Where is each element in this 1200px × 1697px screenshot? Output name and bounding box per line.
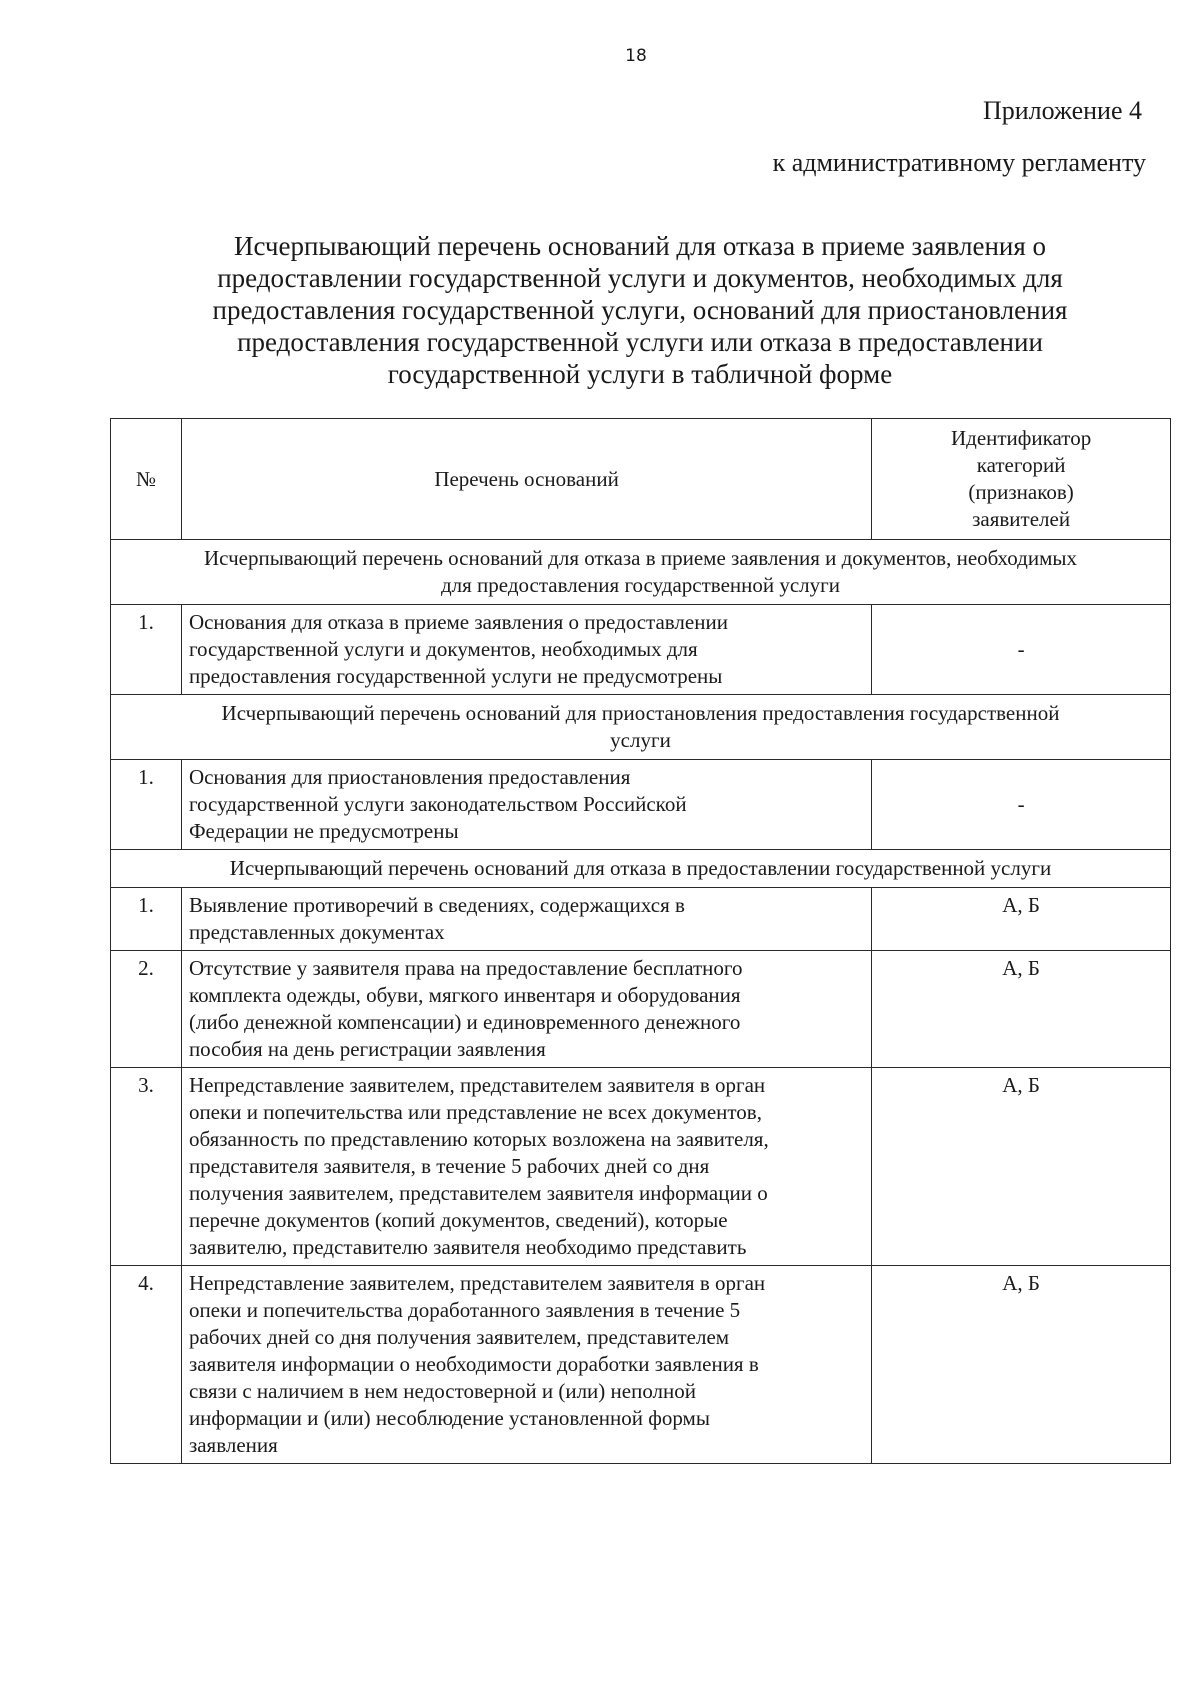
reason-line: опеки и попечительства или представление не всех документов, [188, 1100, 762, 1124]
table-header-row [111, 419, 1171, 540]
reason-line: представленных документах [188, 920, 445, 944]
section-title [111, 850, 1171, 888]
table-row [111, 605, 1171, 695]
title-line: предоставлении государственной услуги и документов, необходимых для [217, 263, 1063, 293]
reason-line: Основания для отказа в приеме заявления о предоставлении [188, 610, 728, 634]
section-title-line: Исчерпывающий перечень оснований для отказа в приеме заявления и документов, необходимых [204, 546, 1077, 570]
row-identifier: А, Б [872, 951, 1171, 1068]
reason-line: связи с наличием в нем недостоверной и (или) неполной [188, 1379, 697, 1403]
document-title [110, 230, 1170, 390]
table-row [111, 1068, 1171, 1266]
reason-line: предоставления государственной услуги не предусмотрены [188, 664, 723, 688]
row-reason [181, 1266, 871, 1464]
row-identifier: А, Б [872, 1266, 1171, 1464]
row-number: 1. [111, 605, 182, 695]
row-number: 4. [111, 1266, 182, 1464]
row-identifier: А, Б [872, 888, 1171, 951]
reason-line: заявления [188, 1433, 278, 1457]
header-identifier [872, 419, 1171, 540]
header-identifier-line: Идентификатор [950, 426, 1092, 450]
reason-line: перечне документов (копий документов, сведений), которые [188, 1208, 728, 1232]
reason-line: Непредставление заявителем, представителем заявителя в орган [188, 1073, 766, 1097]
row-number: 2. [111, 951, 182, 1068]
section-row-suspension [111, 695, 1171, 760]
row-reason [181, 1068, 871, 1266]
reason-line: заявителя информации о необходимости доработки заявления в [188, 1352, 759, 1376]
table-row [111, 951, 1171, 1068]
title-line: предоставления государственной услуги или отказа в предоставлении [237, 327, 1043, 357]
reason-line: Отсутствие у заявителя права на предоставление бесплатного [188, 956, 743, 980]
page-number: 18 [625, 46, 647, 66]
section-title-line: услуги [610, 728, 671, 752]
reason-line: Федерации не предусмотрены [188, 819, 459, 843]
reason-line: Основания для приостановления предоставления [188, 765, 631, 789]
row-reason [181, 760, 871, 850]
reason-line: информации и (или) несоблюдение установленной формы [188, 1406, 710, 1430]
grounds-table [110, 418, 1171, 1464]
row-number: 1. [111, 760, 182, 850]
header-identifier-line: категорий [976, 453, 1066, 477]
appendix-label: Приложение 4 [982, 96, 1142, 125]
row-identifier: А, Б [872, 1068, 1171, 1266]
row-reason [181, 888, 871, 951]
reason-line: комплекта одежды, обуви, мягкого инвентаря и оборудования [188, 983, 741, 1007]
reason-line: получения заявителем, представителем заявителя информации о [188, 1181, 768, 1205]
reason-line: заявителю, представителю заявителя необходимо представить [188, 1235, 747, 1259]
section-title [111, 540, 1171, 605]
reason-line: представителя заявителя, в течение 5 рабочих дней со дня [188, 1154, 710, 1178]
header-identifier-line: (признаков) [968, 480, 1074, 504]
row-identifier: - [872, 605, 1171, 695]
title-line: Исчерпывающий перечень оснований для отказа в приеме заявления о [233, 231, 1047, 261]
table-row [111, 888, 1171, 951]
section-title-line: Исчерпывающий перечень оснований для приостановления предоставления государственной [221, 701, 1060, 725]
reason-line: государственной услуги и документов, необходимых для [188, 637, 698, 661]
section-title [111, 695, 1171, 760]
row-number: 1. [111, 888, 182, 951]
reason-line: рабочих дней со дня получения заявителем, представителем [188, 1325, 730, 1349]
reason-line: государственной услуги законодательством Российской [188, 792, 687, 816]
section-title-line: для предоставления государственной услуги [440, 573, 841, 597]
section-title-line: Исчерпывающий перечень оснований для отказа в предоставлении государственной услуги [229, 856, 1052, 880]
header-reasons: Перечень оснований [181, 419, 871, 540]
row-reason [181, 951, 871, 1068]
title-line: предоставления государственной услуги, оснований для приостановления [212, 295, 1068, 325]
row-number: 3. [111, 1068, 182, 1266]
table-row [111, 760, 1171, 850]
grounds-table-wrapper [110, 418, 1171, 1464]
header-number: № [111, 419, 182, 540]
table-row [111, 1266, 1171, 1464]
row-reason [181, 605, 871, 695]
reason-line: (либо денежной компенсации) и единовременного денежного [188, 1010, 741, 1034]
reason-line: пособия на день регистрации заявления [188, 1037, 546, 1061]
row-identifier: - [872, 760, 1171, 850]
reason-line: обязанность по представлению которых возложена на заявителя, [188, 1127, 769, 1151]
title-line: государственной услуги в табличной форме [387, 359, 893, 389]
section-row-application-refusal [111, 540, 1171, 605]
regulation-label: к административному регламенту [772, 148, 1146, 177]
header-identifier-line: заявителей [972, 507, 1071, 531]
reason-line: Выявление противоречий в сведениях, содержащихся в [188, 893, 685, 917]
section-row-service-refusal [111, 850, 1171, 888]
reason-line: Непредставление заявителем, представителем заявителя в орган [188, 1271, 766, 1295]
reason-line: опеки и попечительства доработанного заявления в течение 5 [188, 1298, 741, 1322]
